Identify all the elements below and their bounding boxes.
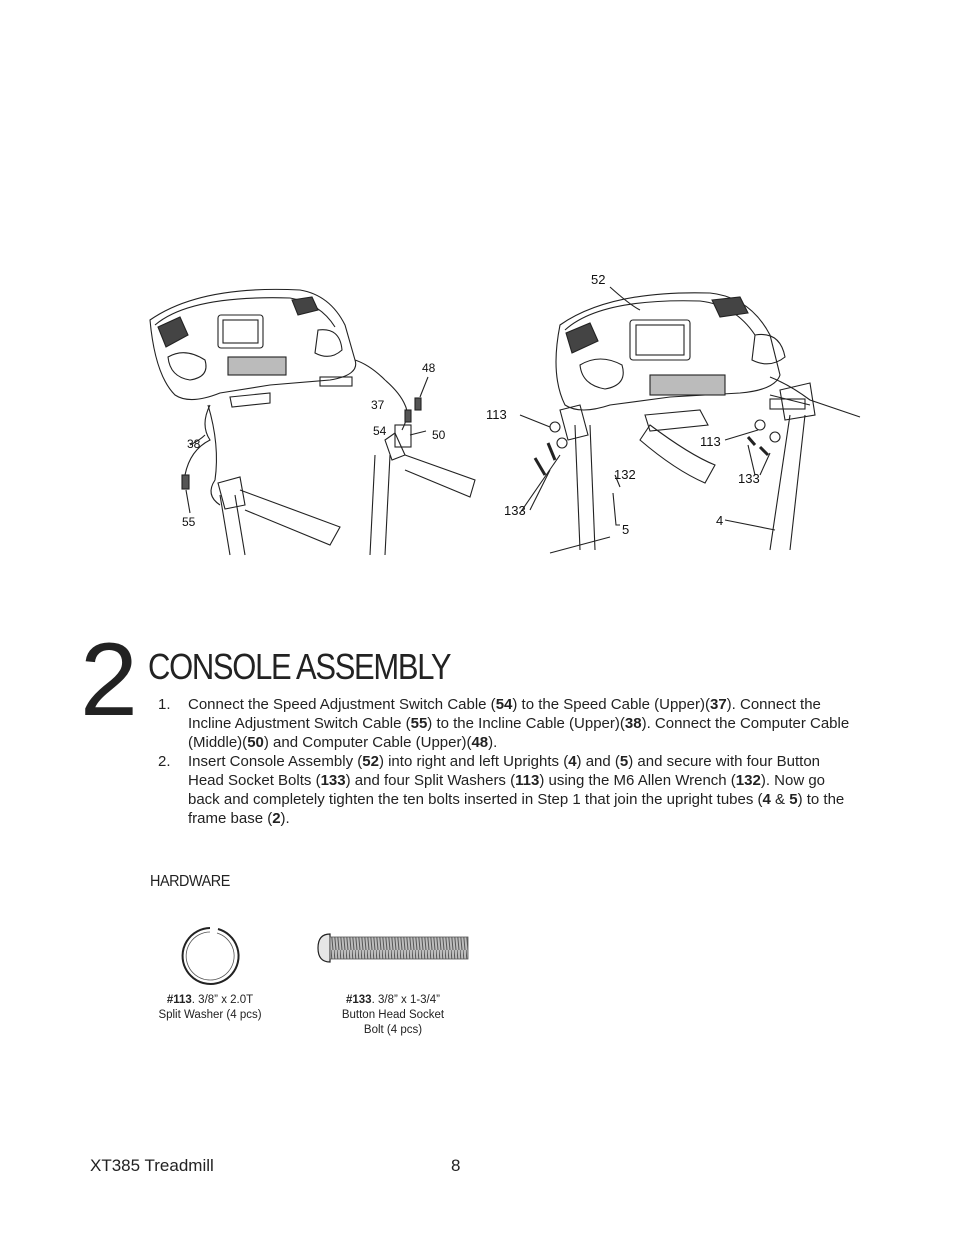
washer-size: . 3/8” x 2.0T — [191, 994, 254, 1006]
section-title: CONSOLE ASSEMBLY — [148, 646, 451, 687]
instruction-text: ) to the Speed Cable (Upper)( — [512, 696, 710, 713]
bolt-size: . 3/8” x 1-3/4” — [371, 994, 440, 1006]
part-reference: 5 — [789, 791, 798, 808]
part-reference: 37 — [709, 696, 727, 713]
part-reference: 54 — [495, 696, 513, 713]
part-reference: 2 — [272, 810, 281, 827]
instruction-text: Connect the Speed Adjustment Switch Cable ( — [188, 696, 496, 713]
instruction-text: ) and ( — [576, 753, 620, 770]
part-reference: 113 — [515, 772, 540, 789]
instruction-text: ). Connect the Incline Adjustment Switch Cable ( — [188, 696, 821, 732]
instruction-text: ). Now go back and completely tighten the ten bolts inserted in Step 1 that join the upright tubes ( — [188, 772, 826, 808]
instruction-text: & — [770, 791, 790, 808]
part-reference: 4 — [762, 791, 771, 808]
instruction-text: ) to the frame base ( — [188, 791, 845, 827]
instruction-item — [158, 752, 858, 828]
callout-50: 50 — [432, 428, 446, 442]
bolt-description-line-2: Bolt (4 pcs) — [363, 1024, 423, 1036]
washer-caption — [150, 993, 270, 1023]
part-reference: 4 — [568, 753, 577, 770]
instruction-text: Insert Console Assembly ( — [188, 753, 363, 770]
instruction-text: ) and Computer Cable (Upper)( — [263, 734, 472, 751]
part-reference: 50 — [247, 734, 264, 751]
callout-132: 132 — [614, 467, 636, 482]
callout-5: 5 — [622, 522, 630, 537]
washer-part-number: #113 — [166, 994, 192, 1006]
callout-52: 52 — [591, 272, 606, 287]
hardware-heading: HARDWARE — [150, 873, 230, 890]
part-reference: 5 — [619, 753, 629, 770]
part-reference: 38 — [624, 715, 642, 732]
instruction-text: ) into right and left Uprights ( — [378, 753, 569, 770]
instruction-text: ) and four Split Washers ( — [345, 772, 516, 789]
callout-113-right: 113 — [700, 434, 721, 449]
assembly-figure — [130, 265, 870, 565]
instruction-text: ) using the M6 Allen Wrench ( — [539, 772, 736, 789]
part-reference: 52 — [362, 753, 379, 770]
instruction-text: ). Connect the Computer Cable (Middle)( — [188, 715, 850, 751]
split-washer-illustration — [180, 924, 244, 988]
footer-model-name: XT385 Treadmill — [90, 1156, 214, 1175]
callout-48: 48 — [422, 361, 436, 375]
callout-37: 37 — [371, 398, 385, 412]
part-reference: 55 — [410, 715, 428, 732]
callout-133-left: 133 — [504, 503, 526, 518]
bolt-caption — [323, 993, 463, 1038]
callout-38: 38 — [187, 437, 201, 451]
socket-bolt-illustration — [316, 928, 472, 968]
instruction-text: ) to the Incline Cable (Upper)( — [427, 715, 625, 732]
instruction-text: ) and secure with four Button Head Socket Bolts ( — [188, 753, 821, 789]
instruction-number: 2. — [158, 753, 171, 770]
part-reference: 48 — [471, 734, 489, 751]
instruction-number: 1. — [158, 696, 171, 713]
instruction-item — [158, 695, 858, 752]
callout-113-left: 113 — [486, 407, 507, 422]
callout-133-right: 133 — [738, 471, 760, 486]
callout-4: 4 — [716, 513, 724, 528]
callout-54: 54 — [373, 424, 387, 438]
instruction-list — [158, 695, 858, 828]
bolt-description-line-1: Button Head Socket — [341, 1009, 445, 1021]
instruction-text: ). — [280, 810, 290, 827]
step-number: 2 — [80, 622, 136, 738]
callout-55: 55 — [182, 515, 196, 529]
instruction-text: ). — [488, 734, 498, 751]
part-reference: 133 — [320, 772, 346, 789]
part-reference: 132 — [735, 772, 761, 789]
bolt-part-number: #133 — [346, 994, 372, 1006]
footer-page-number: 8 — [451, 1156, 461, 1175]
washer-description: Split Washer (4 pcs) — [158, 1009, 262, 1021]
